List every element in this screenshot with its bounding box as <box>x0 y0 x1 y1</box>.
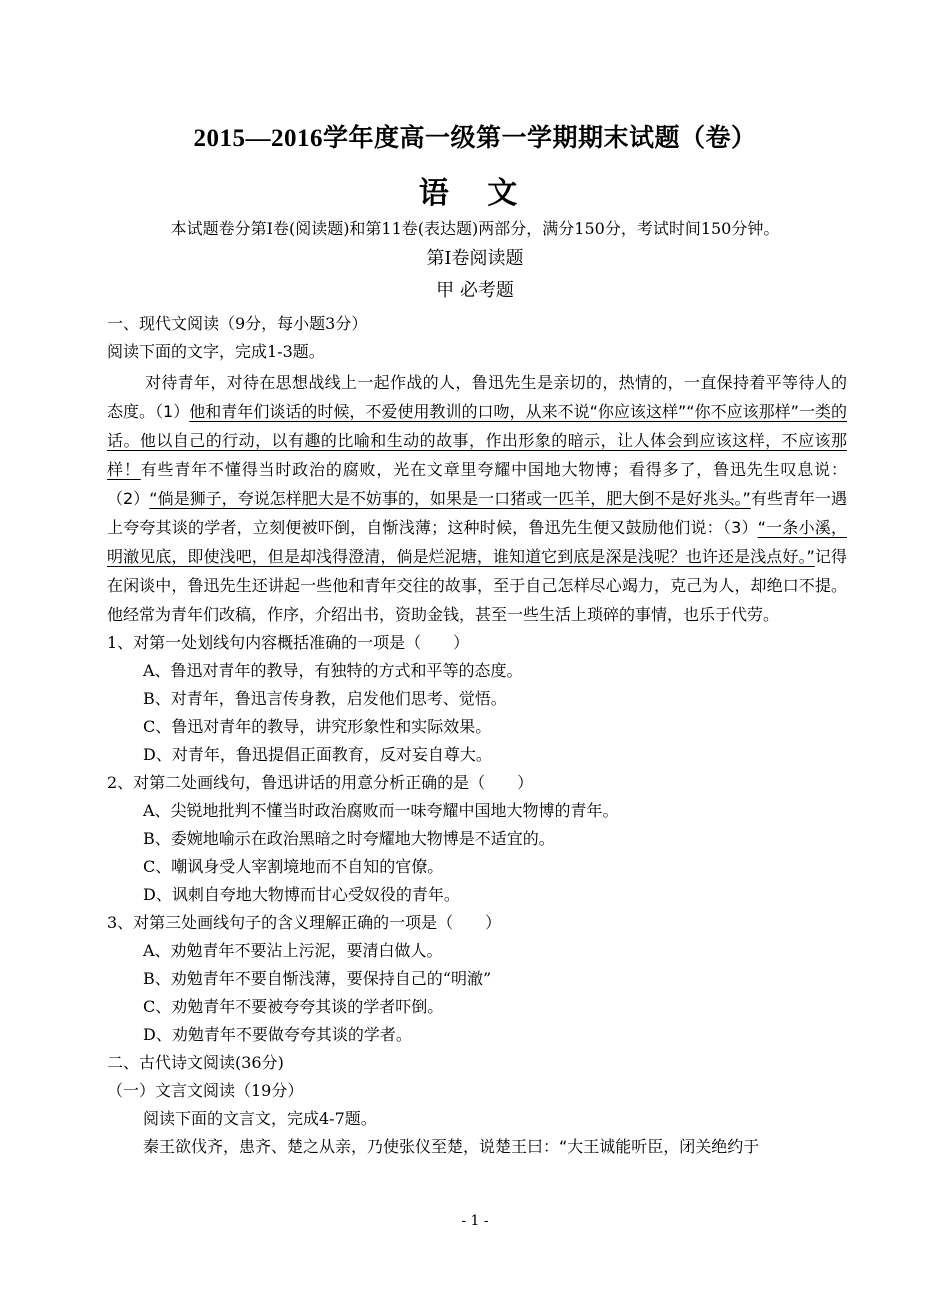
answer-option: C、鲁迅对青年的教导，讲究形象性和实际效果。 <box>143 717 492 736</box>
reading-instruction: 阅读下面的文字，完成1-3题。 <box>107 342 325 361</box>
passage-text: 对待青年，对待在思想战线上一起作战的人，鲁迅先生是亲切的，热情的，一直保持着平等待人的态度。（1） <box>107 373 847 421</box>
question-stem: 2、对第二处画线句，鲁迅讲话的用意分析正确的是（ ） <box>107 773 534 792</box>
answer-option: C、劝勉青年不要被夸夸其谈的学者吓倒。 <box>143 997 444 1016</box>
answer-option: B、委婉地喻示在政治黑暗之时夸耀地大物博是不适宜的。 <box>143 829 555 848</box>
exam-content <box>107 310 847 1161</box>
answer-option: A、鲁迅对青年的教导，有独特的方式和平等的态度。 <box>143 661 523 680</box>
section-heading-modern-reading: 一、现代文阅读（9分，每小题3分） <box>107 314 368 333</box>
answer-option: B、劝勉青年不要自惭浅薄，要保持自己的“明澈” <box>143 969 492 988</box>
passage-text: 有些青年一遇上夸夸其谈的学者，立刻便被吓倒，自惭浅薄；这种时候，鲁迅先生便又鼓励他们说：（3） <box>107 489 847 537</box>
underlined-sentence-3: “一条小溪，明澈见底，即使浅吧，但是却浅得澄清，倘是烂泥塘，谁知道它到底是深是浅呢？也许还是浅点好。” <box>107 518 847 566</box>
underlined-sentence-1: 他和青年们谈话的时候，不爱使用教训的口吻，从来不说“你应该这样”“你不应该那样”一类的话。他以自己的行动，以有趣的比喻和生动的故事，作出形象的暗示，让人体会到应该这样，不应该那样！ <box>107 402 847 479</box>
question-stem: 1、对第一处划线句内容概括准确的一项是（ ） <box>107 633 470 652</box>
section-heading-classical-reading: 二、古代诗文阅读(36分) <box>107 1053 284 1072</box>
answer-option: C、嘲讽身受人宰割境地而不自知的官僚。 <box>143 857 444 876</box>
answer-option: B、对青年，鲁迅言传身教，启发他们思考、觉悟。 <box>143 689 507 708</box>
underlined-sentence-2: “倘是狮子，夸说怎样肥大是不妨事的，如果是一口猪或一匹羊，肥大倒不是好兆头。” <box>149 489 751 508</box>
reading-passage <box>107 368 847 629</box>
answer-option: D、对青年，鲁迅提倡正面教育，反对妄自尊大。 <box>143 745 492 764</box>
section-title: 甲 必考题 <box>436 280 514 301</box>
reading-instruction: 阅读下面的文言文，完成4-7题。 <box>143 1109 377 1128</box>
answer-option: D、讽刺自夸地大物博而甘心受奴役的青年。 <box>143 885 460 904</box>
subject-title: 语 文 <box>418 176 532 211</box>
classical-passage-start: 秦王欲伐齐，患齐、楚之从亲，乃使张仪至楚，说楚王曰：“大王诚能听臣，闭关绝约于 <box>143 1137 760 1156</box>
answer-option: A、尖锐地批判不懂当时政治腐败而一味夸耀中国地大物博的青年。 <box>143 801 619 820</box>
exam-instructions: 本试题卷分第I卷(阅读题)和第11卷(表达题)两部分，满分150分，考试时间150分钟。 <box>170 219 780 238</box>
passage-text: 记得在闲谈中，鲁迅先生还讲起一些他和青年交往的故事，至于自己怎样尽心竭力，克己为人，却绝口不提。他经常为青年们改稿，作序，介绍出书，资助金钱，甚至一些生活上琐碎的事情，也乐于代劳。 <box>107 547 847 624</box>
answer-option: A、劝勉青年不要沾上污泥，要清白做人。 <box>143 941 443 960</box>
page-number: - 1 - <box>461 1213 489 1229</box>
exam-title: 2015—2016学年度高一级第一学期期末试题（卷） <box>193 125 757 152</box>
subsection-heading: （一）文言文阅读（19分） <box>107 1081 304 1100</box>
passage-text: 有些青年不懂得当时政治的腐败，光在文章里夸耀中国地大物博；看得多了，鲁迅先生叹息说：（2） <box>107 460 847 508</box>
answer-option: D、劝勉青年不要做夸夸其谈的学者。 <box>143 1025 412 1044</box>
part-title: 第I卷阅读题 <box>426 248 524 269</box>
question-stem: 3、对第三处画线句子的含义理解正确的一项是（ ） <box>107 913 502 932</box>
